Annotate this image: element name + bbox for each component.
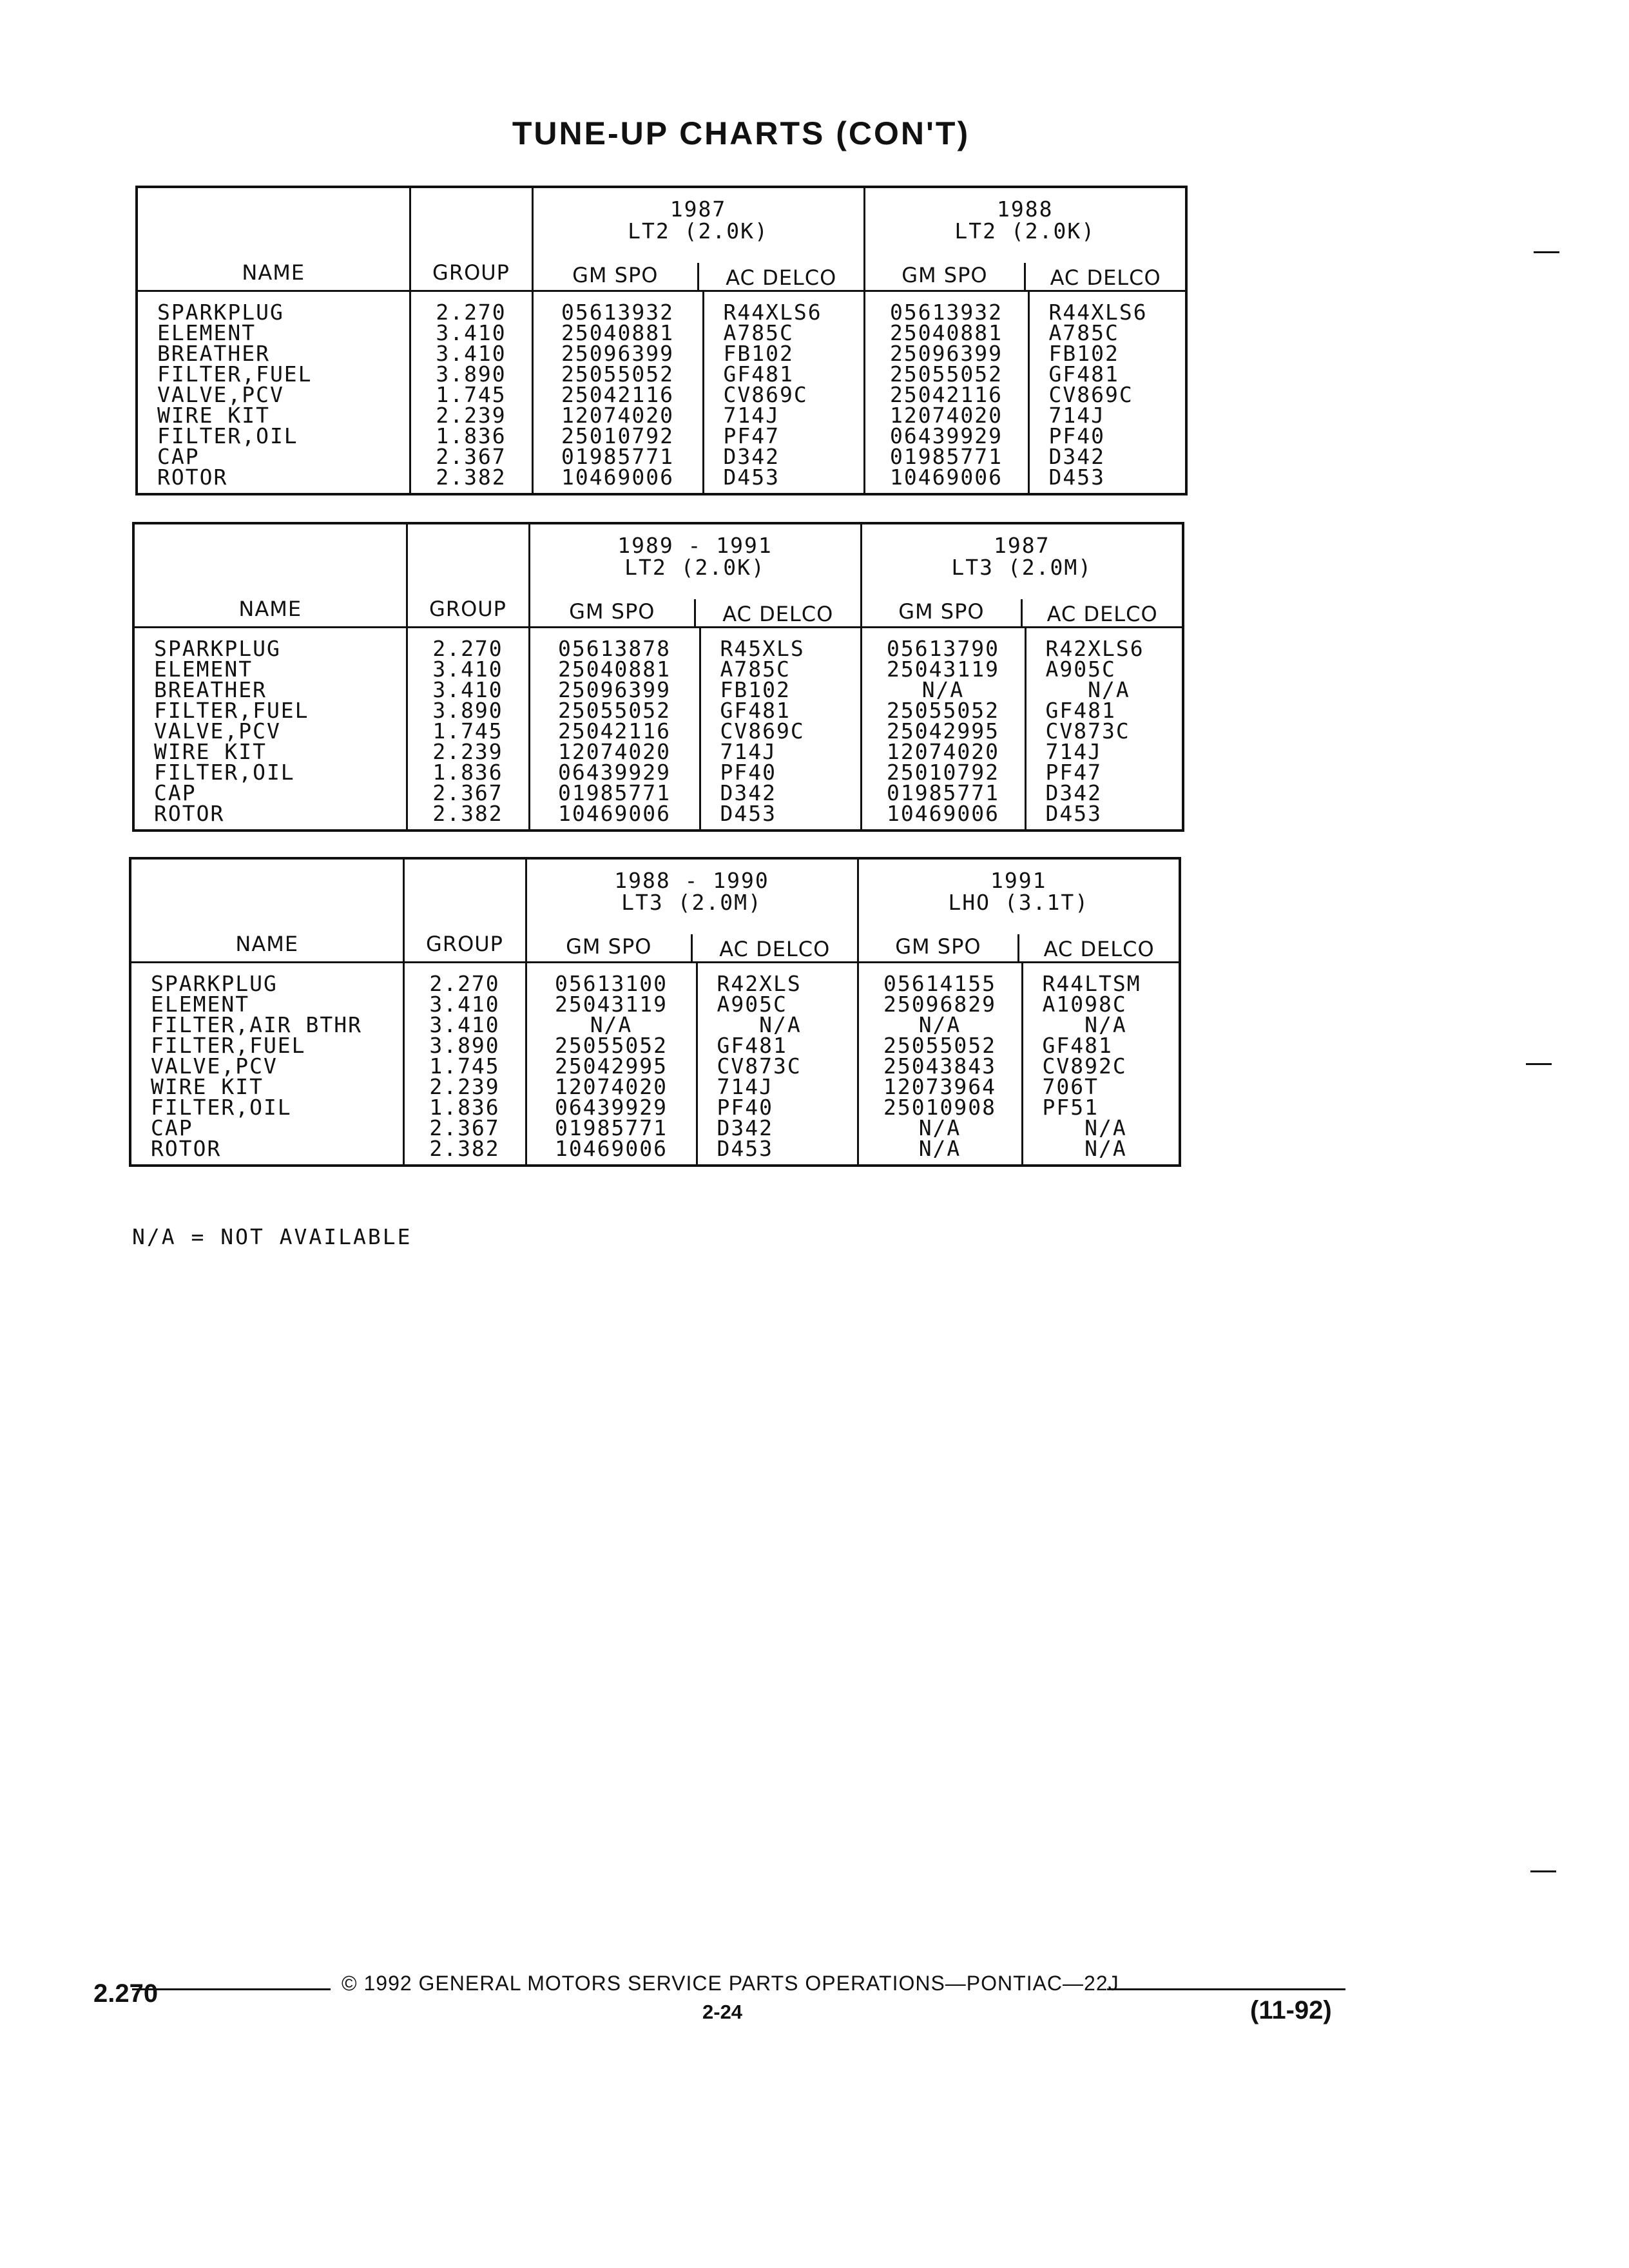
group-code: 2.367 <box>429 1115 500 1140</box>
spo-number: 12073964 <box>883 1074 996 1099</box>
delco-number: PF51 <box>1042 1095 1099 1120</box>
gm-spo-column <box>532 291 703 495</box>
group-column <box>410 291 532 495</box>
delco-number: D453 <box>723 465 780 490</box>
margin-mark <box>1530 1870 1556 1872</box>
na-note: N/A = NOT AVAILABLE <box>132 1224 412 1249</box>
model-engine: LT3 (2.0M) <box>951 555 1093 580</box>
spo-number: N/A <box>918 1115 961 1140</box>
group-code: 2.382 <box>436 465 506 490</box>
group-code: 3.890 <box>432 698 503 723</box>
delco-number: 714J <box>1048 403 1105 428</box>
group-header: GROUP <box>407 523 529 628</box>
delco-number: CV869C <box>1048 382 1133 407</box>
part-name: CAP <box>151 1115 193 1140</box>
delco-number: GF481 <box>1048 361 1119 387</box>
group-code: 2.382 <box>429 1136 500 1161</box>
delco-number: GF481 <box>723 361 794 387</box>
model-header-left <box>526 858 858 963</box>
spo-number: 25055052 <box>887 698 999 723</box>
group-code: 1.836 <box>436 423 506 448</box>
part-name: WIRE KIT <box>157 403 270 428</box>
name-header: NAME <box>130 858 403 963</box>
spo-number: 25055052 <box>561 361 674 387</box>
name-header: NAME <box>137 187 410 291</box>
delco-number: D342 <box>717 1115 773 1140</box>
delco-number: A905C <box>1045 657 1116 682</box>
model-year: 1988 - 1990 <box>614 868 769 893</box>
spo-number: 25096399 <box>558 677 671 702</box>
group-code: 3.410 <box>432 677 503 702</box>
spo-number: 01985771 <box>890 444 1003 469</box>
spo-number: 01985771 <box>558 780 671 805</box>
delco-number: D342 <box>723 444 780 469</box>
ac-delco-column <box>1028 291 1186 495</box>
delco-number: 714J <box>723 403 780 428</box>
delco-number: N/A <box>1042 1136 1127 1161</box>
model-header-left <box>529 523 861 628</box>
part-name: VALVE,PCV <box>151 1053 278 1079</box>
spo-number: 25042116 <box>890 382 1003 407</box>
group-code: 3.410 <box>429 992 500 1017</box>
group-code: 2.270 <box>432 636 503 661</box>
delco-number: A785C <box>1048 320 1119 345</box>
delco-number: R42XLS <box>717 971 802 996</box>
delco-number: 706T <box>1042 1074 1099 1099</box>
part-name: ROTOR <box>154 801 225 826</box>
ac-delco-column <box>700 628 861 831</box>
spo-number: 25055052 <box>558 698 671 723</box>
spo-number: 05613790 <box>887 636 999 661</box>
spo-number: 25043119 <box>555 992 668 1017</box>
gm-spo-header: GM SPO <box>572 263 659 287</box>
group-code: 3.410 <box>432 657 503 682</box>
model-engine: LT3 (2.0M) <box>621 890 762 915</box>
delco-number: R45XLS <box>720 636 805 661</box>
delco-number: PF40 <box>717 1095 773 1120</box>
part-name: BREATHER <box>154 677 267 702</box>
part-name: VALVE,PCV <box>154 718 281 744</box>
spo-number: N/A <box>918 1136 961 1161</box>
model-engine: LT2 (2.0K) <box>628 218 769 244</box>
part-name: BREATHER <box>157 341 270 366</box>
spo-number: 05613932 <box>561 300 674 325</box>
delco-number: A785C <box>723 320 794 345</box>
part-name: SPARKPLUG <box>157 300 284 325</box>
delco-number: A1098C <box>1042 992 1127 1017</box>
tune-up-chart-2 <box>132 522 1184 832</box>
name-header: NAME <box>133 523 407 628</box>
model-year: 1987 <box>994 533 1050 558</box>
gm-spo-header: GM SPO <box>566 934 652 959</box>
delco-number: PF40 <box>1048 423 1105 448</box>
part-name: ELEMENT <box>157 320 256 345</box>
delco-number: D342 <box>1048 444 1105 469</box>
part-name: CAP <box>157 444 200 469</box>
copyright-line: © 1992 GENERAL MOTORS SERVICE PARTS OPERATIONS—PONTIAC—22J <box>342 1972 1119 1995</box>
gm-spo-column <box>526 963 697 1166</box>
part-name: FILTER,OIL <box>154 760 295 785</box>
spo-number: 25042116 <box>561 382 674 407</box>
group-code: 1.745 <box>436 382 506 407</box>
delco-number: 714J <box>717 1074 773 1099</box>
model-header-right <box>861 523 1183 628</box>
spo-number: 25055052 <box>555 1033 668 1058</box>
spo-number: N/A <box>921 677 965 702</box>
section-number: 2.270 <box>93 1979 159 2008</box>
group-code: 2.239 <box>436 403 506 428</box>
spo-number: 25042995 <box>555 1053 668 1079</box>
delco-number: N/A <box>717 1012 802 1037</box>
name-column <box>133 628 407 831</box>
delco-number: A905C <box>717 992 787 1017</box>
ac-delco-header: AC DELCO <box>1021 599 1182 626</box>
part-name: VALVE,PCV <box>157 382 284 407</box>
spo-number: 25096399 <box>561 341 674 366</box>
spo-number: 25055052 <box>890 361 1003 387</box>
gm-spo-header: GM SPO <box>895 934 981 959</box>
model-engine: LT2 (2.0K) <box>954 218 1096 244</box>
ac-delco-column <box>1022 963 1180 1166</box>
spo-number: 25043119 <box>887 657 999 682</box>
footer-rule <box>132 1988 331 1990</box>
part-name: ELEMENT <box>154 657 253 682</box>
part-name: WIRE KIT <box>151 1074 264 1099</box>
spo-number: 12074020 <box>555 1074 668 1099</box>
model-year: 1988 <box>997 197 1054 222</box>
delco-number: PF47 <box>1045 760 1102 785</box>
delco-number: PF40 <box>720 760 776 785</box>
delco-number: CV869C <box>723 382 808 407</box>
delco-number: A785C <box>720 657 791 682</box>
group-code: 3.410 <box>436 320 506 345</box>
tune-up-chart-3 <box>129 857 1181 1167</box>
gm-spo-header: GM SPO <box>898 599 985 624</box>
spo-number: 25010792 <box>887 760 999 785</box>
group-column <box>407 628 529 831</box>
spo-number: 25055052 <box>883 1033 996 1058</box>
model-header-right <box>858 858 1180 963</box>
spo-number: 01985771 <box>887 780 999 805</box>
gm-spo-header: GM SPO <box>569 599 655 624</box>
delco-number: D342 <box>720 780 776 805</box>
spo-number: 01985771 <box>561 444 674 469</box>
part-name: FILTER,AIR BTHR <box>151 1012 363 1037</box>
part-name: ROTOR <box>151 1136 222 1161</box>
margin-mark <box>1526 1063 1552 1065</box>
ac-delco-header: AC DELCO <box>1024 263 1185 290</box>
delco-number: CV873C <box>1045 718 1130 744</box>
ac-delco-column <box>1025 628 1183 831</box>
page-title: TUNE-UP CHARTS (CON'T) <box>512 115 970 151</box>
delco-number: D453 <box>717 1136 773 1161</box>
delco-number: FB102 <box>720 677 791 702</box>
delco-number: CV892C <box>1042 1053 1127 1079</box>
spo-number: 25096399 <box>890 341 1003 366</box>
spo-number: 10469006 <box>887 801 999 826</box>
delco-number: N/A <box>1045 677 1130 702</box>
delco-number: R42XLS6 <box>1045 636 1144 661</box>
group-code: 3.890 <box>436 361 506 387</box>
group-code: 1.745 <box>432 718 503 744</box>
delco-number: N/A <box>1042 1012 1127 1037</box>
delco-number: GF481 <box>1042 1033 1113 1058</box>
part-name: FILTER,OIL <box>157 423 298 448</box>
group-header: GROUP <box>403 858 526 963</box>
model-header-right <box>864 187 1186 291</box>
group-code: 2.270 <box>436 300 506 325</box>
delco-number: PF47 <box>723 423 780 448</box>
part-name: SPARKPLUG <box>151 971 278 996</box>
part-name: ELEMENT <box>151 992 250 1017</box>
footer-rule <box>1107 1988 1345 1990</box>
delco-number: R44XLS6 <box>723 300 822 325</box>
gm-spo-column <box>529 628 700 831</box>
delco-number: FB102 <box>723 341 794 366</box>
group-code: 1.836 <box>432 760 503 785</box>
model-engine: LT2 (2.0K) <box>624 555 766 580</box>
part-name: SPARKPLUG <box>154 636 281 661</box>
gm-spo-column <box>861 628 1025 831</box>
model-header-left <box>532 187 864 291</box>
spo-number: 25040881 <box>561 320 674 345</box>
group-code: 2.367 <box>432 780 503 805</box>
ac-delco-header: AC DELCO <box>694 599 860 626</box>
spo-number: 25010792 <box>561 423 674 448</box>
model-year: 1991 <box>990 868 1047 893</box>
group-header: GROUP <box>410 187 532 291</box>
spo-number: 25042116 <box>558 718 671 744</box>
spo-number: 25096829 <box>883 992 996 1017</box>
page-number: 2-24 <box>702 2001 743 2023</box>
spo-number: 12074020 <box>890 403 1003 428</box>
ac-delco-header: AC DELCO <box>697 263 863 290</box>
delco-number: 714J <box>720 739 776 764</box>
delco-number: D453 <box>1045 801 1102 826</box>
spo-number: 01985771 <box>555 1115 668 1140</box>
spo-number: N/A <box>590 1012 633 1037</box>
group-code: 2.382 <box>432 801 503 826</box>
group-code: 2.239 <box>432 739 503 764</box>
delco-number: D453 <box>720 801 776 826</box>
tune-up-chart-1 <box>135 186 1188 495</box>
ac-delco-header: AC DELCO <box>1017 934 1179 961</box>
spo-number: 10469006 <box>890 465 1003 490</box>
group-code: 1.745 <box>429 1053 500 1079</box>
revision-date: (11-92) <box>1250 1996 1332 2024</box>
spo-number: 25042995 <box>887 718 999 744</box>
group-column <box>403 963 526 1166</box>
part-name: CAP <box>154 780 197 805</box>
spo-number: 05613100 <box>555 971 668 996</box>
group-code: 3.410 <box>436 341 506 366</box>
part-name: FILTER,OIL <box>151 1095 292 1120</box>
spo-number: 25043843 <box>883 1053 996 1079</box>
ac-delco-header: AC DELCO <box>691 934 857 961</box>
spo-number: N/A <box>918 1012 961 1037</box>
model-year: 1987 <box>670 197 727 222</box>
spo-number: 25040881 <box>890 320 1003 345</box>
delco-number: R44LTSM <box>1042 971 1141 996</box>
group-code: 3.410 <box>429 1012 500 1037</box>
spo-number: 06439929 <box>555 1095 668 1120</box>
model-year: 1989 - 1991 <box>617 533 773 558</box>
ac-delco-column <box>697 963 858 1166</box>
name-column <box>137 291 410 495</box>
gm-spo-column <box>864 291 1028 495</box>
group-code: 2.367 <box>436 444 506 469</box>
spo-number: 05613878 <box>558 636 671 661</box>
group-code: 2.270 <box>429 971 500 996</box>
spo-number: 10469006 <box>555 1136 668 1161</box>
ac-delco-column <box>703 291 864 495</box>
delco-number: N/A <box>1042 1115 1127 1140</box>
delco-number: FB102 <box>1048 341 1119 366</box>
part-name: ROTOR <box>157 465 228 490</box>
delco-number: D453 <box>1048 465 1105 490</box>
spo-number: 25010908 <box>883 1095 996 1120</box>
spo-number: 12074020 <box>561 403 674 428</box>
spo-number: 12074020 <box>558 739 671 764</box>
delco-number: CV869C <box>720 718 805 744</box>
model-engine: LHO (3.1T) <box>948 890 1090 915</box>
group-code: 2.239 <box>429 1074 500 1099</box>
delco-number: GF481 <box>720 698 791 723</box>
delco-number: GF481 <box>1045 698 1116 723</box>
spo-number: 05613932 <box>890 300 1003 325</box>
part-name: FILTER,FUEL <box>157 361 313 387</box>
spo-number: 06439929 <box>558 760 671 785</box>
gm-spo-header: GM SPO <box>901 263 988 287</box>
delco-number: CV873C <box>717 1053 802 1079</box>
spo-number: 12074020 <box>887 739 999 764</box>
part-name: FILTER,FUEL <box>154 698 309 723</box>
group-code: 1.836 <box>429 1095 500 1120</box>
delco-number: D342 <box>1045 780 1102 805</box>
spo-number: 25040881 <box>558 657 671 682</box>
spo-number: 10469006 <box>558 801 671 826</box>
delco-number: GF481 <box>717 1033 787 1058</box>
delco-number: 714J <box>1045 739 1102 764</box>
margin-mark <box>1534 251 1559 253</box>
spo-number: 10469006 <box>561 465 674 490</box>
gm-spo-column <box>858 963 1022 1166</box>
group-code: 3.890 <box>429 1033 500 1058</box>
spo-number: 05614155 <box>883 971 996 996</box>
part-name: WIRE KIT <box>154 739 267 764</box>
spo-number: 06439929 <box>890 423 1003 448</box>
name-column <box>130 963 403 1166</box>
delco-number: R44XLS6 <box>1048 300 1148 325</box>
part-name: FILTER,FUEL <box>151 1033 306 1058</box>
